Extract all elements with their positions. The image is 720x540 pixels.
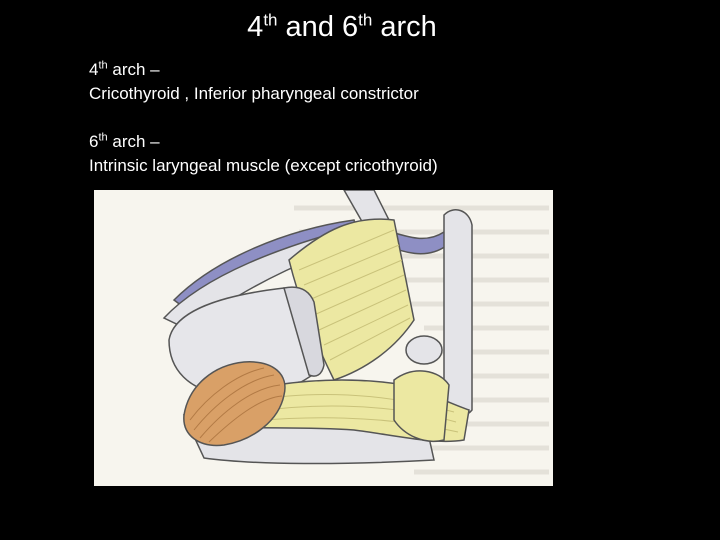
arch4-muscles: Cricothyroid , Inferior pharyngeal constrictor: [89, 84, 419, 103]
paragraph-spacer: [89, 106, 709, 130]
larynx-drawing: [94, 190, 553, 486]
title-middle: and: [277, 11, 342, 43]
title-number-a: 4: [247, 11, 264, 43]
arch6-superscript: th: [98, 131, 108, 144]
arch6-number: 6: [89, 132, 99, 151]
arch4-superscript: th: [98, 59, 108, 72]
arch6-heading: [89, 130, 709, 154]
arch4-number: 4: [89, 60, 99, 79]
title-superscript-b: th: [358, 10, 373, 30]
arch6-heading-text: arch –: [107, 132, 160, 151]
title-number-b: 6: [342, 11, 359, 43]
slide-body: [89, 58, 709, 178]
title-superscript-a: th: [263, 10, 278, 30]
arch4-heading-text: arch –: [107, 60, 160, 79]
larynx-muscle-illustration: [94, 190, 553, 486]
slide-title: [0, 8, 684, 46]
title-end: arch: [372, 11, 437, 43]
arch4-heading: [89, 58, 709, 82]
arch6-muscles: Intrinsic laryngeal muscle (except cricothyroid): [89, 156, 438, 175]
cartilage-knob: [406, 336, 442, 364]
